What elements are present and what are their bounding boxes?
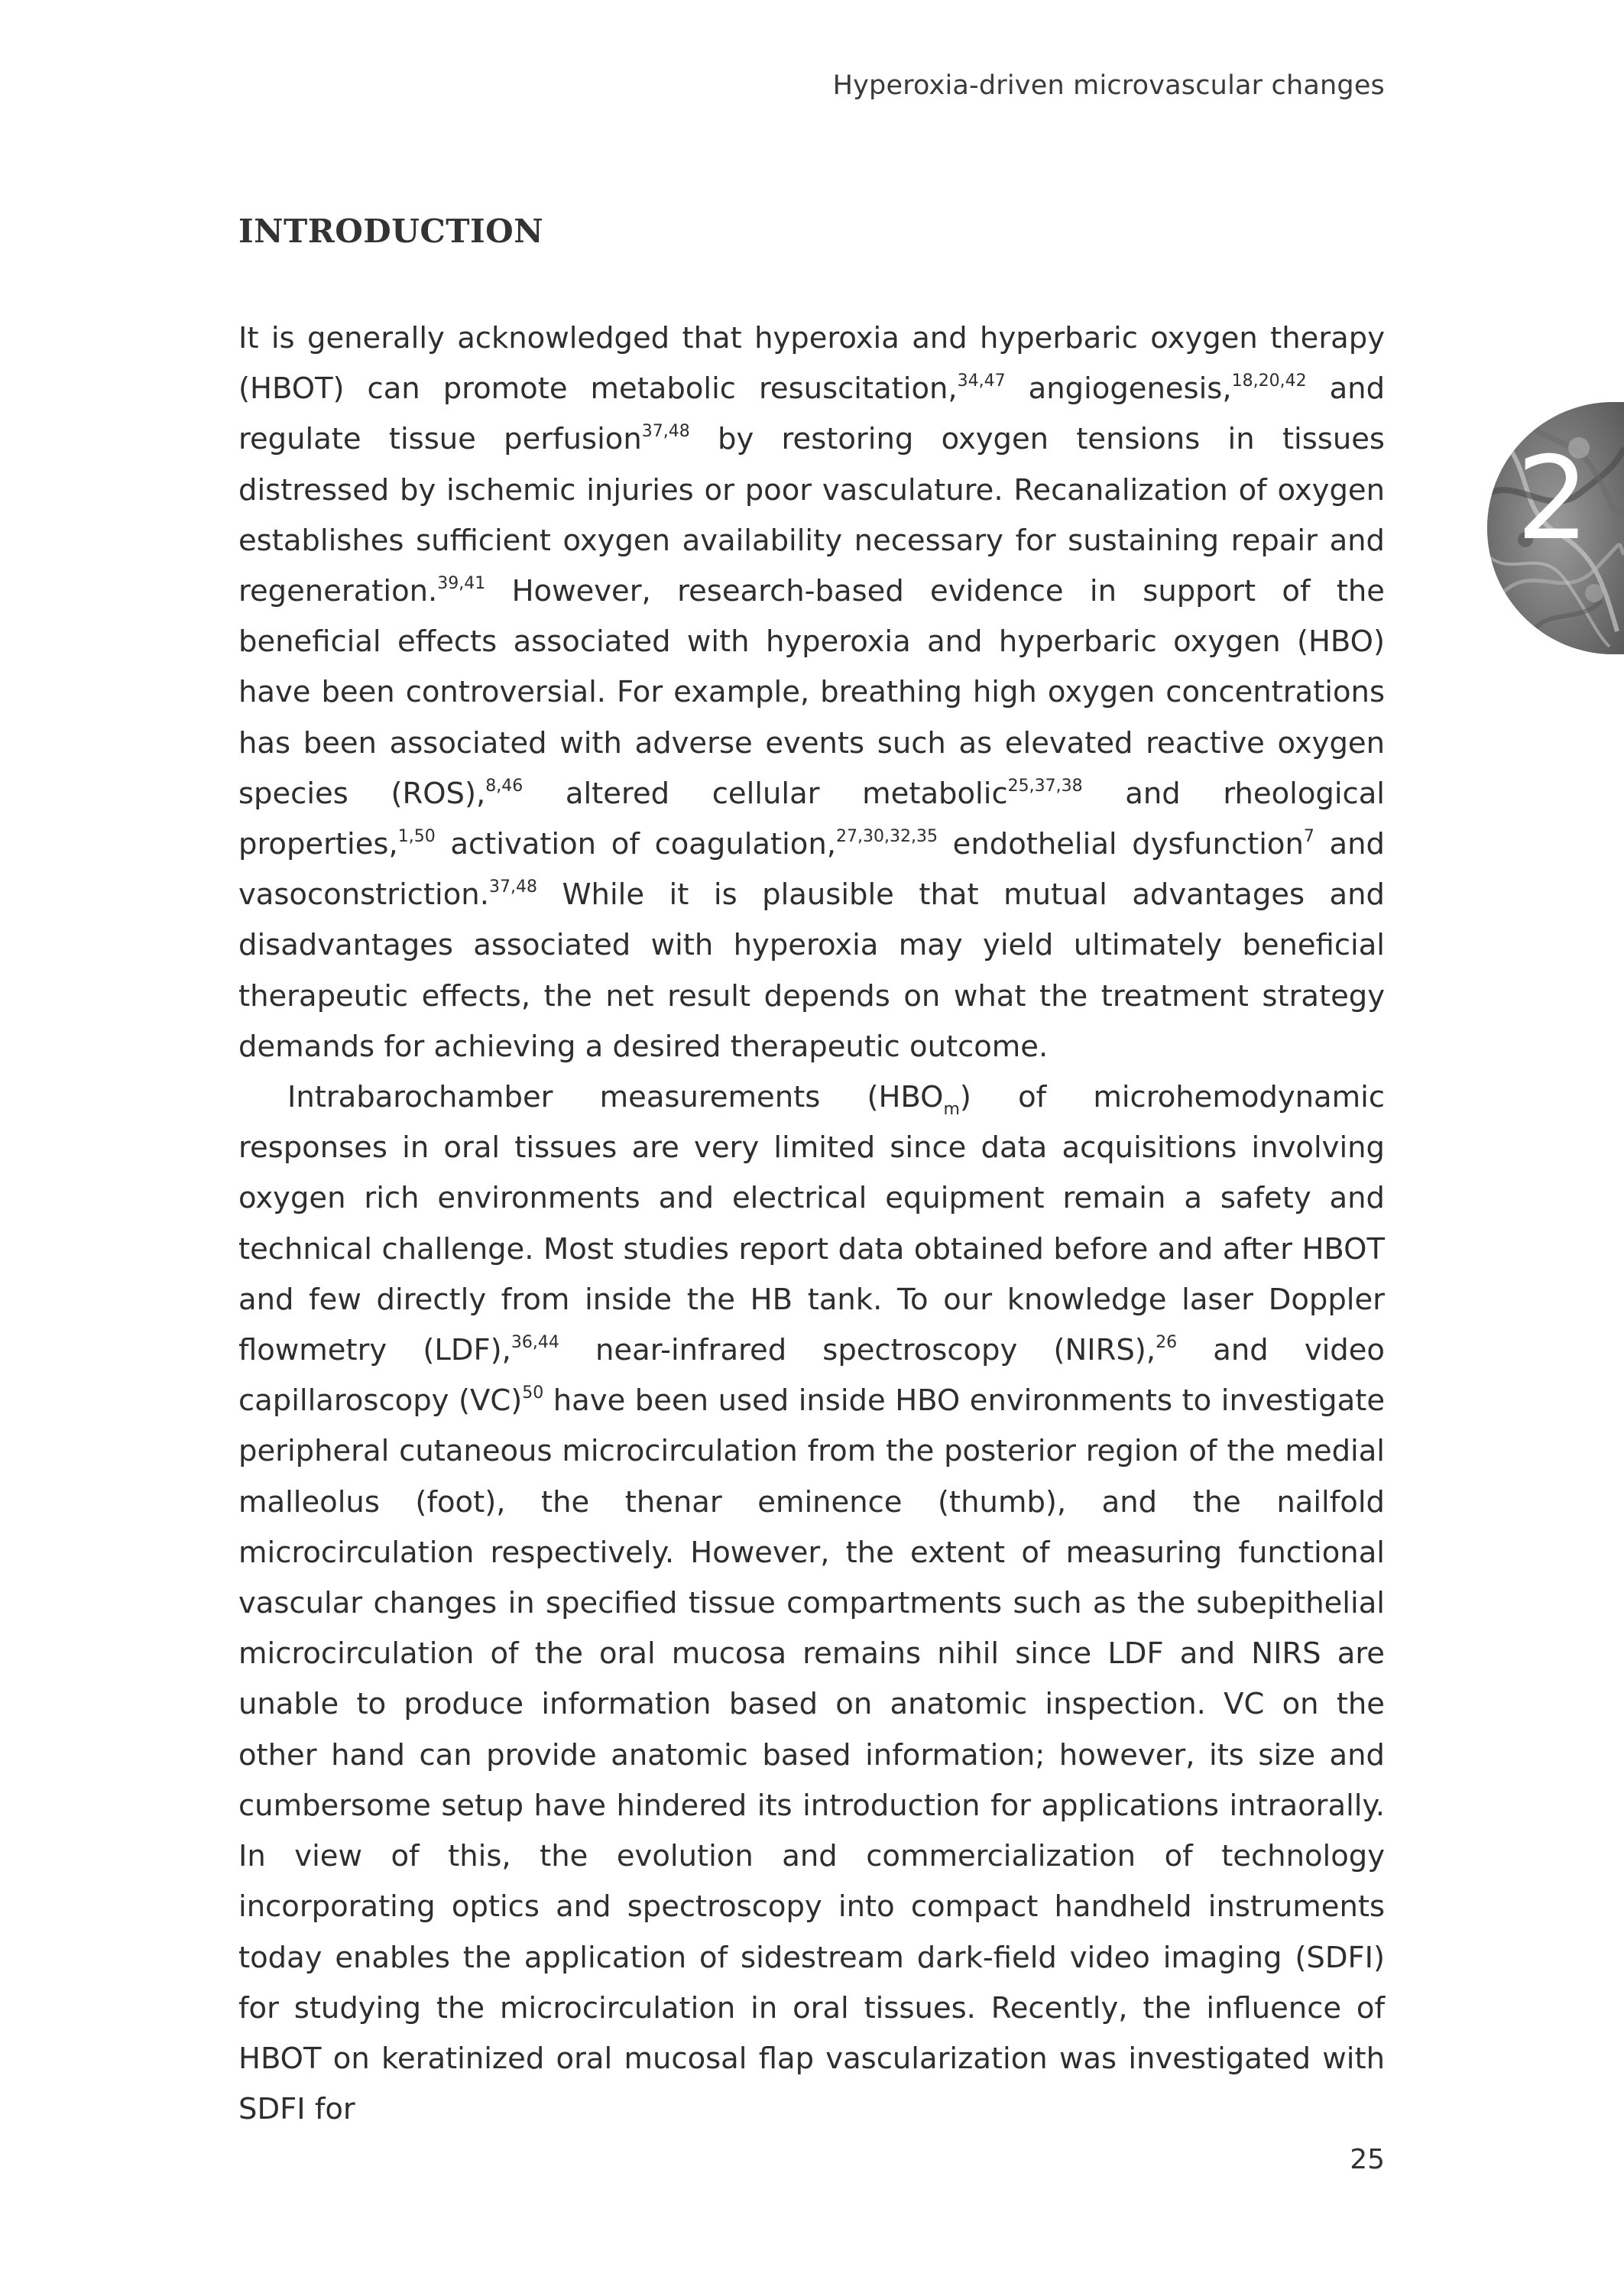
citation-ref: 37,48 — [641, 422, 690, 442]
text-run: ) of microhemodynamic responses in oral tissues are very limited since data acquisitions involving oxygen rich environments and electrical equipment remain a safety and technical challenge. Most studies report data obtained before and after HBOT and few directly from inside the HB tank. To our knowledge laser Doppler flowmetry (LDF), — [238, 1080, 1385, 1368]
text-run: While it is plausible that mutual advantages and disadvantages associated with hyperoxia may yield ultimately beneficial therapeutic effects, the net result depends on what the treatment strategy demands for achieving a desired therapeutic outcome. — [238, 877, 1385, 1064]
citation-ref: 36,44 — [511, 1333, 559, 1353]
citation-ref: 8,46 — [485, 776, 524, 796]
text-run: have been used inside HBO environments to investigate peripheral cutaneous microcirculation from the posterior region of the medial malleolus (foot), the thenar eminence (thumb), and the nailfold microcirculation respectively. However, the extent of measuring functional vascular changes in specified tissue compartments such as the subepithelial microcirculation of the oral mucosa remains nihil since LDF and NIRS are unable to produce information based on anatomic inspection. VC on the other hand can provide anatomic based information; however, its size and cumbersome setup have hindered its introduction for applications intraorally. In view of this, the evolution and commercialization of technology incorporating optics and spectroscopy into compact handheld instruments today enables the application of sidestream dark-field video imaging (SDFI) for studying the microcirculation in oral tissues. Recently, the influence of HBOT on keratinized oral mucosal flap vascularization was investigated with SDFI for — [238, 1383, 1385, 2127]
text-run: angiogenesis, — [1005, 371, 1232, 407]
subscript: m — [943, 1100, 960, 1120]
citation-ref: 1,50 — [397, 827, 436, 847]
text-run: near-infrared spectroscopy (NIRS), — [559, 1333, 1156, 1368]
text-run: Intrabarochamber measurements (HBO — [287, 1080, 944, 1115]
section-heading: INTRODUCTION — [238, 212, 544, 250]
running-header: Hyperoxia-driven microvascular changes — [832, 70, 1385, 101]
body-text — [238, 313, 1385, 2135]
chapter-tab — [1487, 402, 1624, 654]
citation-ref: 50 — [522, 1383, 544, 1403]
citation-ref: 25,37,38 — [1007, 776, 1083, 796]
text-run: and video capillaroscopy (VC) — [238, 1333, 1385, 1419]
citation-ref: 18,20,42 — [1231, 371, 1307, 391]
text-run: altered cellular metabolic — [523, 776, 1008, 811]
text-run: endothelial dysfunction — [937, 827, 1304, 862]
paragraph-1 — [238, 313, 1385, 1072]
text-run: by restoring oxygen tensions in tissues distressed by ischemic injuries or poor vasculature. Recanalization of oxygen establishes sufficient oxygen availability necessary for sustaining repair and regeneration. — [238, 422, 1385, 609]
text-run: and vasoconstriction. — [238, 827, 1385, 913]
text-run: and regulate tissue perfusion — [238, 371, 1386, 457]
text-run: It is generally acknowledged that hyperoxia and hyperbaric oxygen therapy (HBOT) can promote metabolic resuscitation, — [238, 321, 1385, 407]
paragraph-2 — [238, 1072, 1385, 2135]
chapter-number: 2 — [1516, 433, 1590, 566]
page-number: 25 — [1350, 2144, 1385, 2175]
text-run: and rheological properties, — [238, 776, 1385, 862]
citation-ref: 27,30,32,35 — [836, 827, 938, 847]
text-run: However, research-based evidence in support of the beneficial effects associated with hyperoxia and hyperbaric oxygen (HBO) have been controversial. For example, breathing high oxygen concentrations has been associated with adverse events such as elevated reactive oxygen species (ROS), — [238, 574, 1385, 811]
citation-ref: 39,41 — [437, 574, 486, 594]
citation-ref: 26 — [1156, 1333, 1178, 1353]
citation-ref: 37,48 — [488, 877, 537, 897]
citation-ref: 7 — [1303, 827, 1314, 847]
citation-ref: 34,47 — [957, 371, 1006, 391]
text-run: activation of coagulation, — [435, 827, 836, 862]
